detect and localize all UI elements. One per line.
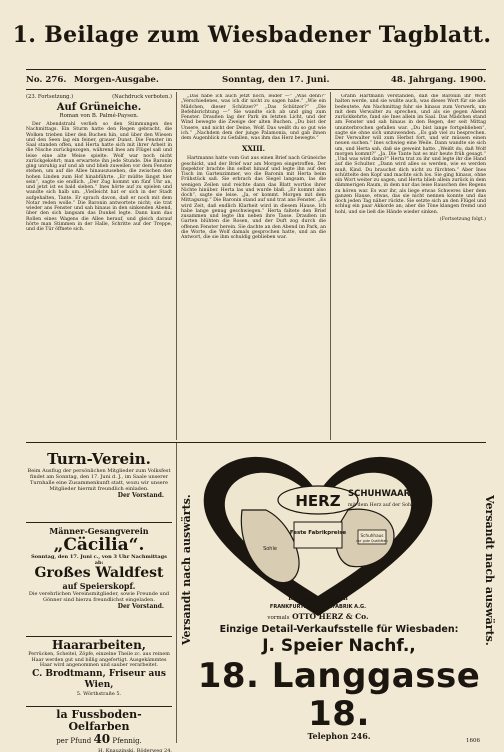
sole-label: Sohle bbox=[263, 546, 277, 552]
ad-fussboden-title: la Fussboden-Oelfarben bbox=[56, 708, 142, 733]
speier-phone: Telephon 246. bbox=[307, 731, 371, 741]
volume-year: 48. Jahrgang. 1900. bbox=[390, 75, 486, 85]
speier-name: J. Speier Nachf., bbox=[262, 636, 416, 656]
ad-haararbeiten-text: Perrücken, Scheitel, Zöpfe, einzelne Theile zc. aus reinem Haar werden gut und billig angefertigt. Ausgekämmtes Haar wird angenommen und sauber verarbeitet. bbox=[28, 652, 170, 668]
ad-turnverein-signature: Der Vorstand. bbox=[117, 492, 164, 499]
herz-wholesale-line: En gros & en detail bbox=[288, 596, 348, 602]
edition-name: Morgen-Ausgabe. bbox=[74, 75, 159, 85]
page-code: 1606 bbox=[466, 738, 480, 744]
herz-logo-text: HERZ bbox=[295, 492, 341, 510]
novel-text-2b: Hartmanns hatte vom Gut aus einen Brief nach Grüneiche geschickt, und der Brief war am Morgen eingetroffen. Der Inspektor brachte ihn selbst hinauf und legte ihn auf den Tisch im Gartenzimmer, wo die Baronin mit Herta beim Frühstück saß. Sie erbrach das Siegel langsam, las die wenigen Zeilen und reichte dann das Blatt wortlos ihrer Nichte hinüber. Herta las und wurde blaß. „Er kommt also doch“, sagte sie leise. „Ja, er kommt. Morgen mit dem Mittagszug.“ Die Baronin stand auf und trat ans Fenster. „Es wird Zeit, daß endlich Klarheit wird in diesem Hause. Ich habe lange genug geschwiegen.“ Herta faltete den Brief zusammen und legte ihn neben ihre Tasse. Draußen im Garten blühten die Rosen, und der Duft zog durch die offenen Fenster herein. Sie dachte an den Abend im Park, an die Worte, die Wolf damals gesprochen hatte, und an die Antwort, die sie ihm schuldig geblieben war. bbox=[181, 156, 326, 240]
ad-caecilia-kicker: Männer-Gesangverein bbox=[49, 526, 149, 536]
novel-column-2 bbox=[181, 94, 326, 440]
ad-turnverein-title: Turn-Verein. bbox=[47, 450, 151, 468]
ad-caecilia-signature: Der Vorstand. bbox=[117, 603, 164, 610]
novel-text-1: Der Abendstrahl verlieh so den Stimmungen des Nachmittags. Ein Sturm hatte den Regen gebracht, die Wolken trieben über den Buchen hin, und über den Wiesen und den Seen lag ein feiner, grauer Dunst. Die Fenster im Saal standen offen, und Herta hatte sich mit ihrer Arbeit in die Nische zurückgezogen, während Ines am Flügel saß und leise eine alte Weise spielte. Wolf war noch nicht zurückgekehrt; man erwartete ihn jede Stunde. Die Baronin ging unruhig auf und ab und blieb zuweilen vor dem Fenster stehen, um auf die Allee hinauszusehen, die zwischen den hohen Linden zum Hof hinabführte. „Er müßte längst hier sein“, sagte sie endlich. „Der Zug kommt um fünf Uhr an, und jetzt ist es bald sieben.“ Ines hörte auf zu spielen und wandte sich halb um. „Vielleicht hat er sich in der Stadt aufgehalten, Tante. Er sprach davon, daß er noch mit dem Notar reden wolle.“ Die Baronin antwortete nicht; sie trat wieder ans Fenster und sah hinaus in den sinkenden Abend, über den sich langsam das Dunkel legte. Dann kam das Rollen eines Wagens die Allee herauf, und gleich darauf hörte man Stimmen in der Halle, Schritte auf der Treppe, und die Tür öffnete sich. bbox=[26, 122, 172, 232]
novel-byline: Roman von B. Palmé-Paysen. bbox=[59, 113, 139, 119]
ad-fussboden-price-line bbox=[26, 733, 172, 748]
price-tag-label: Feste Fabrikpreise bbox=[289, 530, 347, 536]
novel-column-1 bbox=[26, 94, 172, 440]
column-divider-1 bbox=[176, 92, 177, 440]
ad-caecilia-intro: Sonntag, den 17. Juni c., von 3 Uhr Nachmittags ab: bbox=[31, 554, 167, 566]
herz-maker-line: FRANKFURTER SCHUHFABRIK A.G. bbox=[269, 604, 367, 610]
herz-maker-small: vormals bbox=[267, 615, 290, 621]
ad-haararbeiten-address: 5. Wörthstraße 5. bbox=[76, 690, 122, 697]
masthead-title: 1. Beilage zum Wiesbadener Tagblatt. bbox=[12, 22, 492, 48]
speier-address: 18. Langgasse 18. bbox=[197, 656, 481, 734]
herz-maker-name: OTTO HERZ & Co. bbox=[292, 612, 369, 621]
herz-maker-name-line bbox=[198, 612, 438, 621]
shop-tag-text: Schuhhaus bbox=[360, 533, 384, 538]
novel-text-3: Gräfin Hartmann verstanden, daß die Baronin ihr Wort halten werde, und sie wußte auch, was dieses Wort für sie alle bedeutete. Am Nachmittag fuhr sie hinaus zum Vorwerk, um mit dem Verwalter zu sprechen, und als sie gegen Abend zurückkehrte, fand sie Ines allein im Saal. Das Mädchen stand am Fenster und sah hinaus in den Regen, der seit Mittag ununterbrochen gefallen war. „Du bist lange fortgeblieben“, sagte sie ohne sich umzuwenden. „Es gab viel zu besprechen. Der Verwalter will zum Herbst fort, und wir müssen einen neuen suchen.“ Ines schwieg eine Weile. Dann wandte sie sich um, und Herta sah, daß sie geweint hatte. „Weißt du, daß Wolf morgen kommt?“ „Ja. Die Tante hat es mir heute früh gesagt.“ „Und was wird dann?“ Herta trat zu ihr und legte ihr die Hand auf die Schulter. „Dann wird alles so werden, wie es werden muß, Kind. Du brauchst dich nicht zu fürchten.“ Aber Ines schüttelte den Kopf und machte sich los. Sie ging hinaus, ohne ein Wort weiter zu sagen, und Herta blieb allein zurück in dem dämmerigen Raum, in dem nur das leise Rauschen des Regens zu hören war. Es war ihr, als liege etwas Schweres über dem ganzen Hause, etwas, das sie nicht nennen konnte und das doch jeden Tag näher rückte. Sie setzte sich an den Flügel und schlug ein paar Akkorde an; aber die Töne klangen fremd und hohl, und sie ließ die Hände wieder sinken. bbox=[335, 94, 486, 215]
continued-note: (Fortsetzung folgt.) bbox=[439, 216, 486, 222]
chapter-number: XXIII. bbox=[241, 144, 266, 154]
masthead-rule-bottom bbox=[26, 89, 486, 90]
column-divider-2 bbox=[330, 92, 331, 440]
speier-intro: Einzige Detail-Verkaufsstelle für Wiesbaden: bbox=[219, 624, 459, 635]
dateline bbox=[26, 73, 486, 89]
ad-section-rule bbox=[26, 442, 486, 443]
issue-number: No. 276. bbox=[26, 75, 67, 85]
ad-fussboden-price-suffix: Pfennig. bbox=[112, 737, 142, 745]
ad-caecilia-event: Großes Waldfest bbox=[34, 565, 164, 581]
vertical-ad-text-left: Versandt nach auswärts. bbox=[180, 494, 193, 646]
ad-caecilia-title: „Cäcilia“. bbox=[53, 535, 145, 555]
issue-date: Sonntag, den 17. Juni. bbox=[222, 75, 330, 85]
ad-haararbeiten-name: C. Brodtmann, Friseur aus Wien, bbox=[32, 668, 166, 690]
masthead-rule-top bbox=[26, 69, 486, 70]
ad-fussboden-price-prefix: per Pfund bbox=[56, 737, 92, 745]
shop-tag-sub: nur gute Qualitäten bbox=[356, 539, 388, 543]
reprint-note: (Nachdruck verboten.) bbox=[112, 94, 172, 100]
ad-rule-1 bbox=[26, 522, 172, 523]
novel-title: Auf Grüneiche. bbox=[56, 102, 142, 113]
herz-logo-sub: SCHUHWAAREN bbox=[348, 489, 424, 499]
ad-turnverein-text: Beim Ausflug der persönlichen Mitglieder zum Volksfest findet am Sonntag, den 17. Juni d. J., im Saale unserer Turnhalle eine Zusammenkunft statt, wozu wir unsere Mitglieder hiermit freundlich einladen. bbox=[27, 468, 171, 492]
ad-haararbeiten-title: Haararbeiten, bbox=[52, 638, 146, 652]
ad-rule-3 bbox=[26, 706, 172, 707]
speier-ad bbox=[176, 624, 502, 741]
ad-caecilia-text: Die verehrlichen Vereinsmitglieder, sowie Freunde und Gönner sind hierzu freundlichst eingeladen. bbox=[28, 591, 170, 603]
ad-haararbeiten bbox=[26, 639, 172, 697]
ad-fussboden-price: 40 bbox=[93, 732, 111, 746]
vertical-ad-text-right: Versandt nach auswärts. bbox=[483, 494, 496, 646]
novel-text-2a: „Das habe ich auch jetzt noch, leider —“ „Was denn?“ „Verschiedenes, was ich dir nicht zu sagen habe.“ „Wie ein Mädchen, dieser Schützer?“ „Das Schützer?“ „Die Befehlsrichtung —“ Sie wandte sich ab und ging zum Fenster. Draußen lag der Park im letzten Licht, und der Wind bewegte die Zweige der alten Buchen. „Du bist der Unsere, und nicht der Deine, Wolf. Das weißt du so gut wie ich.“ „Nachdem dem der junge Palamonia, und gab ihnen dem Augenblick zu Gefallen, was ihm das Herz bewegte.“ bbox=[181, 94, 326, 141]
ad-fussboden-seller: H. Knauzinski, Röderweg 24. bbox=[98, 748, 172, 752]
novel-column-3 bbox=[335, 94, 486, 440]
ad-fussboden bbox=[26, 709, 172, 752]
ad-caecilia-place: auf Speierskopf. bbox=[62, 581, 136, 591]
serial-notes bbox=[26, 94, 172, 100]
ad-turnverein bbox=[26, 450, 172, 499]
continuation-note: (23. Fortsetzung.) bbox=[26, 94, 74, 100]
herz-logo-tag: mit dem Herz auf der Sohle bbox=[348, 503, 416, 508]
ad-rule-2 bbox=[26, 636, 172, 637]
ad-caecilia bbox=[26, 526, 172, 610]
